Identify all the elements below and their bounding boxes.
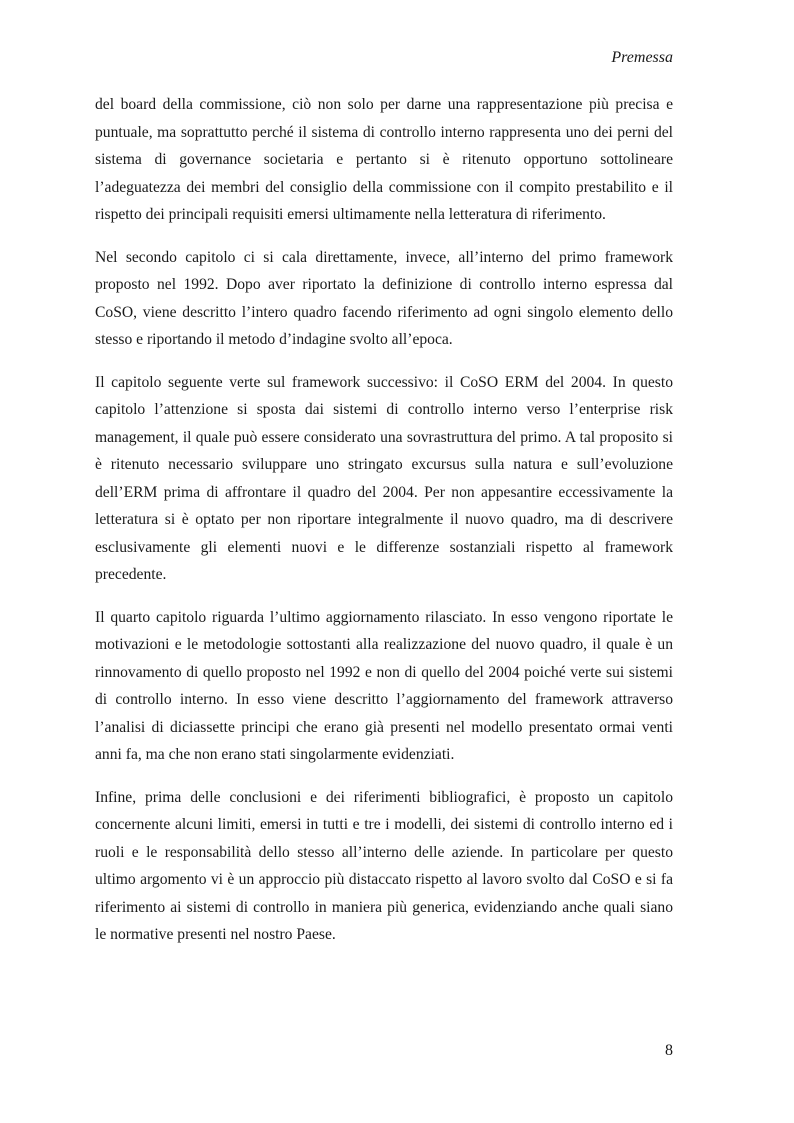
running-header-title: Premessa xyxy=(611,49,673,66)
paragraph-5: Infine, prima delle conclusioni e dei riferimenti bibliografici, è proposto un capitolo concernente alcuni limiti, emersi in tutti e tre i modelli, dei sistemi di controllo interno ed i ruoli e le responsabilità dello stesso all’interno delle aziende. In particolare per questo ultimo argomento vi è un approccio più distaccato rispetto al lavoro svolto dal CoSO e si fa riferimento ai sistemi di controllo in maniera più generica, evidenziando anche quali siano le normative presenti nel nostro Paese. xyxy=(95,788,673,943)
paragraph-2: Nel secondo capitolo ci si cala direttamente, invece, all’interno del primo framework proposto nel 1992. Dopo aver riportato la definizione di controllo interno espressa dal CoSO, viene descritto l’intero quadro facendo riferimento ad ogni singolo elemento dello stesso e riportando il metodo d’indagine svolto all’epoca. xyxy=(95,248,673,348)
paragraph-4: Il quarto capitolo riguarda l’ultimo aggiornamento rilasciato. In esso vengono riportate le motivazioni e le metodologie sottostanti alla realizzazione del nuovo quadro, il quale è un rinnovamento di quello proposto nel 1992 e non di quello del 2004 poiché verte sui sistemi di controllo interno. In esso viene descritto l’aggiornamento del framework attraverso l’analisi di diciassette principi che erano già presenti nel modello presentato ormai venti anni fa, ma che non erano stati singolarmente evidenziati. xyxy=(95,608,673,763)
paragraph-3: Il capitolo seguente verte sul framework successivo: il CoSO ERM del 2004. In questo capitolo l’attenzione si sposta dai sistemi di controllo interno verso l’enterprise risk management, il quale può essere considerato una sovrastruttura del primo. A tal proposito si è ritenuto necessario sviluppare uno stringato excursus sulla natura e sull’evoluzione dell’ERM prima di affrontare il quadro del 2004. Per non appesantire eccessivamente la letteratura si è optato per non riportare integralmente il nuovo quadro, ma di descrivere esclusivamente gli elementi nuovi e le differenze sostanziali rispetto al framework precedente. xyxy=(95,373,673,583)
page-number: 8 xyxy=(665,1042,673,1059)
paragraph-1: del board della commissione, ciò non solo per darne una rappresentazione più precisa e puntuale, ma soprattutto perché il sistema di controllo interno rappresenta uno dei perni del sistema di governance societaria e pertanto si è ritenuto opportuno sottolineare l’adeguatezza dei membri del consiglio della commissione con il compito prestabilito e il rispetto dei principali requisiti emersi ultimamente nella letteratura di riferimento. xyxy=(95,96,673,223)
document-body xyxy=(95,91,673,964)
